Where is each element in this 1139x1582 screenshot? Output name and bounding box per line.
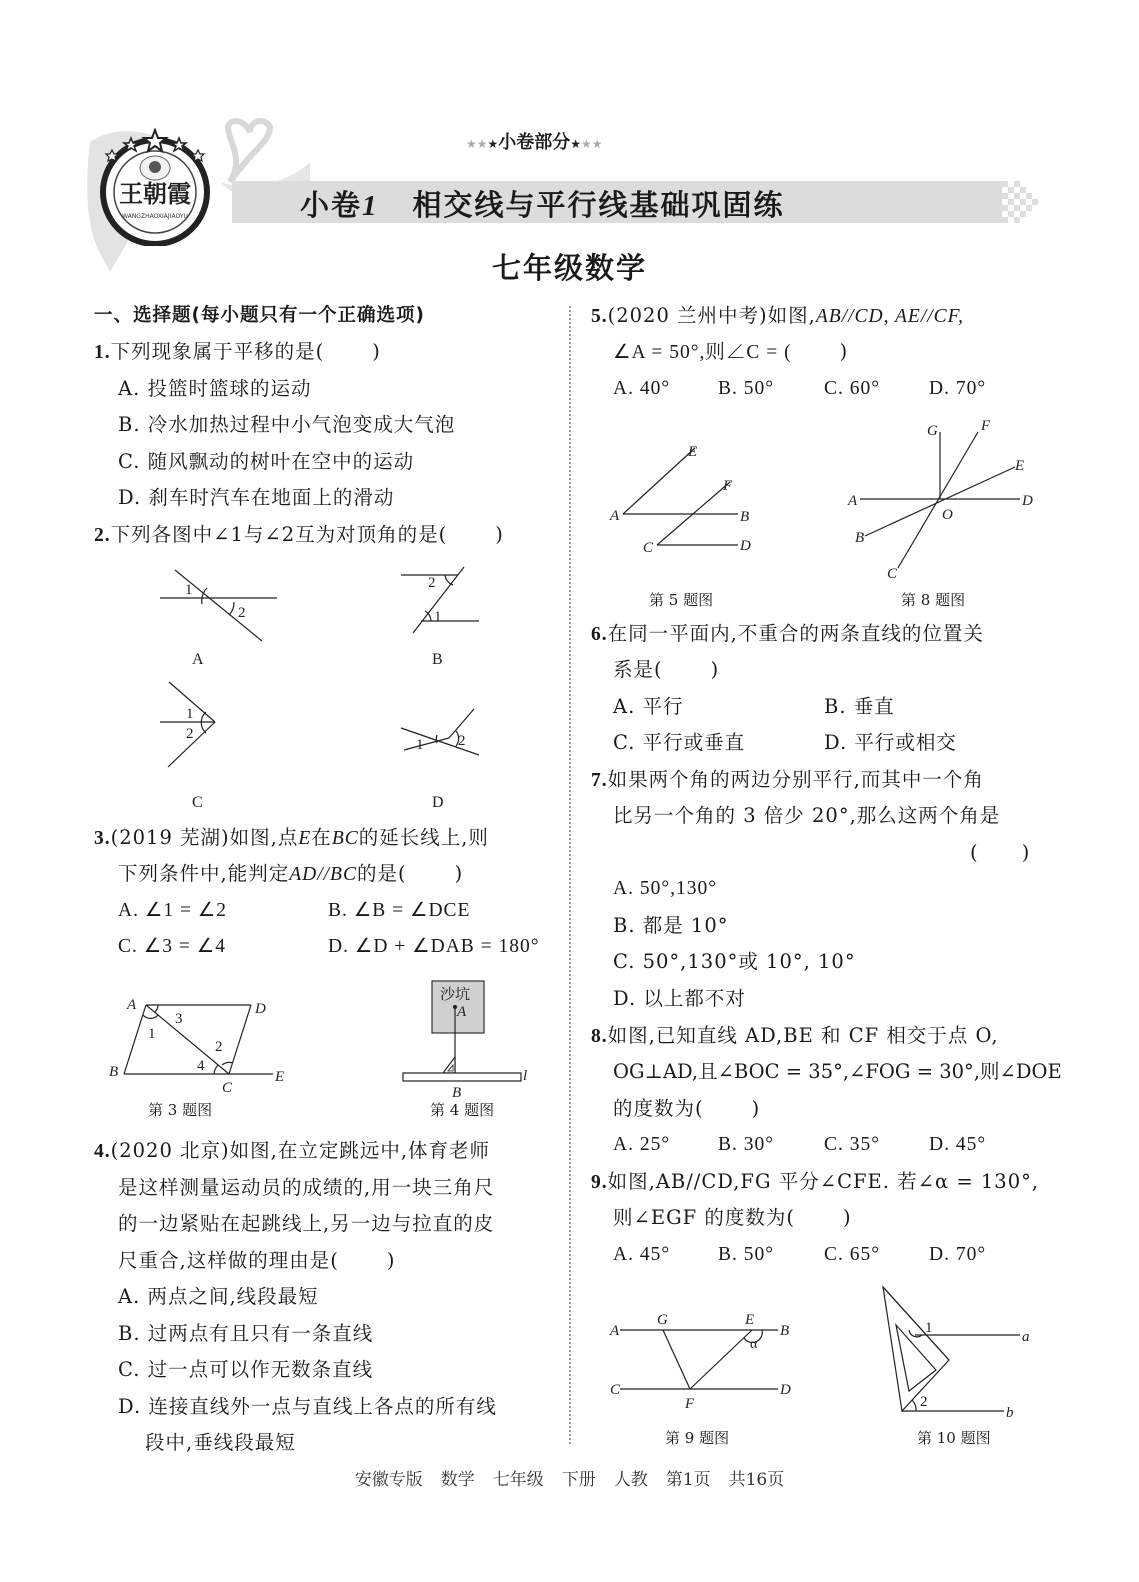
- question-7-paren: ( ): [970, 841, 1031, 864]
- stem-text: 在同一平面内,不重合的两条直线的位置关: [607, 622, 984, 645]
- q5-option-c: C. 60°: [824, 378, 881, 399]
- stem-text: 系是(: [613, 658, 663, 681]
- checker-decoration: [1002, 181, 1042, 223]
- point-label: E: [745, 1312, 755, 1328]
- star-icon: ★: [570, 137, 582, 151]
- angle-label: 2: [458, 733, 466, 749]
- stem-text: 的是(: [356, 862, 407, 885]
- q2-figure-d: [401, 709, 479, 811]
- paren-close: ): [710, 658, 720, 681]
- star-icon: ★★: [581, 137, 603, 151]
- angle-label: α: [750, 1337, 758, 1352]
- point-label: B: [740, 509, 750, 525]
- brand-logo: [98, 128, 212, 246]
- page-footer: [0, 1465, 1139, 1490]
- point-label: D: [1022, 493, 1033, 509]
- question-8-line1: [591, 1023, 999, 1050]
- page-title: [300, 183, 785, 224]
- q9-option-a: A. 45°: [613, 1244, 671, 1265]
- section-tag-text: 小卷部分: [498, 132, 571, 153]
- question-number: 3.: [94, 828, 111, 849]
- q9-option-d: D. 70°: [929, 1244, 987, 1265]
- angle-label: 3: [175, 1011, 183, 1027]
- paren-close: ): [386, 1249, 396, 1272]
- question-7-line1: [591, 767, 984, 794]
- q6-option-b: B. 垂直: [824, 695, 895, 718]
- section-tag: [466, 128, 603, 154]
- q5-figure-caption: 第 5 题图: [649, 591, 714, 609]
- point-label: B: [780, 1323, 790, 1339]
- point-label: G: [927, 423, 938, 439]
- footer-edition: 安徽专版: [354, 1470, 423, 1490]
- q7-option-b: B. 都是 10°: [613, 914, 729, 937]
- q1-option-d: D. 刹车时汽车在地面上的滑动: [118, 486, 395, 509]
- point-label: F: [981, 418, 991, 434]
- stem-text: (2020 兰州中考)如图,: [607, 304, 816, 327]
- angle-label: 1: [416, 737, 424, 753]
- stem-text: 则∠EGF 的度数为(: [613, 1206, 795, 1229]
- stem-text: 下列各图中∠1与∠2互为对顶角的是(: [110, 523, 448, 546]
- question-number: 6.: [591, 624, 608, 645]
- q8-option-a: A. 25°: [613, 1134, 671, 1155]
- angle-label: 2: [186, 726, 194, 742]
- q3-option-a: A. ∠1 = ∠2: [118, 900, 228, 921]
- question-number: 7.: [591, 770, 608, 791]
- point-label: B: [855, 530, 865, 546]
- title-prefix: 小卷: [300, 188, 363, 222]
- title-number: 1: [362, 190, 379, 222]
- q8-option-c: C. 35°: [824, 1134, 881, 1155]
- point-label: B: [452, 1085, 462, 1101]
- paren-close: ): [751, 1097, 761, 1120]
- figure-label: A: [192, 651, 204, 668]
- q4-figure-caption: 第 4 题图: [430, 1101, 495, 1119]
- angle-label: 2: [428, 575, 436, 591]
- stem-text: 下列条件中,能判定: [118, 862, 290, 885]
- question-3-line1: [94, 825, 489, 852]
- footer-total-pages: 共16页: [728, 1470, 785, 1490]
- footer-subject: 数学: [440, 1470, 475, 1490]
- footer-page-number: 第1页: [665, 1470, 711, 1490]
- point-label: G: [657, 1312, 668, 1328]
- q7-option-d: D. 以上都不对: [613, 987, 746, 1010]
- angle-label: 1: [434, 609, 442, 625]
- q7-option-a: A. 50°,130°: [613, 878, 718, 899]
- line-label: a: [1022, 1329, 1030, 1345]
- sandpit-label: 沙坑: [440, 985, 471, 1003]
- point-label: O: [942, 507, 953, 523]
- question-9-line1: [591, 1169, 1039, 1196]
- question-8-line3: [613, 1096, 760, 1122]
- star-icon: ★★: [466, 137, 488, 151]
- stem-text: ∠A = 50°,则∠C = (: [613, 342, 792, 363]
- angle-label: 4: [197, 1058, 205, 1074]
- math-var: E: [298, 828, 312, 849]
- angle-label: 1: [186, 706, 194, 722]
- question-4-line4: [118, 1248, 395, 1274]
- q6-option-c: C. 平行或垂直: [613, 731, 746, 754]
- question-2-stem: [94, 522, 504, 549]
- q9-option-b: B. 50°: [718, 1244, 775, 1265]
- point-label: E: [688, 444, 698, 460]
- logo-text: 王朝霞: [119, 179, 191, 208]
- question-8-line2: OG⊥AD,且∠BOC = 35°,∠FOG = 30°,则∠DOE: [613, 1060, 1062, 1083]
- angle-label: 2: [215, 1039, 223, 1055]
- subject-title: 七年级数学: [491, 251, 647, 285]
- q9-figure: [600, 1300, 800, 1430]
- stem-text: 的度数为(: [613, 1097, 704, 1120]
- question-4-line2: 是这样测量运动员的成绩的,用一块三角尺: [118, 1176, 495, 1199]
- point-label: A: [127, 997, 137, 1013]
- stem-text: (2020 北京)如图,在立定跳远中,体育老师: [110, 1139, 491, 1162]
- question-4-line3: 的一边紧贴在起跳线上,另一边与拉直的皮: [118, 1212, 495, 1235]
- math-expr: AB//CD, AE//CF,: [815, 306, 964, 327]
- paren-close: ): [839, 340, 849, 363]
- paren-close: ): [843, 1206, 852, 1229]
- q2-figure-c: [160, 682, 215, 811]
- q5-option-d: D. 70°: [929, 378, 987, 399]
- question-9-line2: [613, 1205, 852, 1231]
- footer-volume: 下册: [561, 1470, 596, 1490]
- math-var: BC: [331, 828, 359, 849]
- paren-close: ): [495, 523, 504, 546]
- q4-option-d: D. 连接直线外一点与直线上各点的所有线: [118, 1395, 497, 1418]
- q5-figure: [600, 430, 780, 560]
- q8-option-b: B. 30°: [718, 1134, 775, 1155]
- q4-option-c: C. 过一点可以作无数条直线: [118, 1358, 374, 1381]
- q8-figure-caption: 第 8 题图: [901, 591, 966, 609]
- q1-option-b: B. 冷水加热过程中小气泡变成大气泡: [118, 413, 456, 436]
- title-text: 相交线与平行线基础巩固练: [412, 188, 785, 222]
- point-label: B: [109, 1064, 119, 1080]
- question-5-line2: [613, 339, 848, 366]
- question-number: 5.: [591, 306, 608, 327]
- line-label: b: [1006, 1405, 1014, 1420]
- paren-close: ): [372, 340, 381, 363]
- point-label: E: [275, 1069, 285, 1085]
- q8-option-d: D. 45°: [929, 1134, 987, 1155]
- question-5-line1: [591, 303, 964, 330]
- q4-option-a: A. 两点之间,线段最短: [118, 1285, 319, 1308]
- question-number: 1.: [94, 342, 111, 363]
- point-label: l: [523, 1068, 528, 1084]
- stem-text: 下列现象属于平移的是(: [110, 340, 325, 363]
- point-label: F: [685, 1396, 695, 1412]
- q8-figure: [840, 410, 1040, 580]
- stem-text: 在: [311, 826, 332, 849]
- q7-option-c: C. 50°,130°或 10°, 10°: [613, 950, 856, 973]
- point-label: F: [723, 478, 733, 494]
- math-expr: AD//BC: [289, 864, 357, 885]
- q3-figure-caption: 第 3 题图: [148, 1101, 213, 1119]
- stem-text: 的延长线上,则: [358, 826, 489, 849]
- figure-label: C: [192, 794, 203, 811]
- q10-figure-caption: 第 10 题图: [917, 1429, 991, 1447]
- stem-text: 如果两个角的两边分别平行,而其中一个角: [607, 768, 984, 791]
- angle-label: 2: [920, 1394, 928, 1410]
- point-label: C: [643, 540, 654, 556]
- q9-option-c: C. 65°: [824, 1244, 881, 1265]
- footer-publisher: 人教: [613, 1470, 648, 1490]
- stem-text: 如图,已知直线 AD,BE 和 CF 相交于点 O,: [607, 1024, 999, 1047]
- question-number: 8.: [591, 1026, 608, 1047]
- point-label: D: [780, 1382, 791, 1398]
- q3-option-c: C. ∠3 = ∠4: [118, 936, 226, 957]
- stem-text: 尺重合,这样做的理由是(: [118, 1249, 339, 1272]
- stem-text: (2019 芜湖)如图,点: [110, 826, 299, 849]
- point-label: C: [222, 1080, 233, 1096]
- point-label: A: [848, 493, 858, 509]
- question-number: 4.: [94, 1141, 111, 1162]
- question-6-line1: [591, 621, 984, 648]
- star-icon: ★: [487, 137, 499, 151]
- question-3-line2: [118, 861, 463, 888]
- q9-figure-caption: 第 9 题图: [665, 1429, 730, 1447]
- q3-option-d: D. ∠D + ∠DAB = 180°: [328, 936, 540, 957]
- q1-option-a: A. 投篮时篮球的运动: [118, 377, 312, 400]
- figure-label: B: [432, 651, 443, 668]
- q2-figure-a: [160, 570, 277, 668]
- q5-option-b: B. 50°: [718, 378, 775, 399]
- paren-close: ): [454, 862, 464, 885]
- point-label: A: [457, 1004, 467, 1020]
- q6-option-d: D. 平行或相交: [824, 731, 957, 754]
- q2-figure-b: [401, 567, 479, 668]
- point-label: C: [610, 1382, 621, 1398]
- question-4-line1: [94, 1138, 490, 1165]
- point-label: E: [1015, 458, 1025, 474]
- question-number: 2.: [94, 525, 111, 546]
- q1-option-c: C. 随风飘动的树叶在空中的运动: [118, 450, 415, 473]
- question-number: 9.: [591, 1172, 608, 1193]
- point-label: C: [887, 566, 898, 580]
- point-label: A: [610, 508, 620, 524]
- point-label: D: [255, 1001, 266, 1017]
- q3-option-b: B. ∠B = ∠DCE: [328, 900, 471, 921]
- section-heading: 一、选择题(每小题只有一个正确选项): [94, 305, 425, 326]
- question-1-stem: [94, 339, 381, 366]
- q6-option-a: A. 平行: [613, 695, 684, 718]
- q4-option-b: B. 过两点有且只有一条直线: [118, 1322, 374, 1345]
- figure-label: D: [432, 794, 444, 811]
- logo-ring-text: WANGZHAOXIAJIAOYU: [122, 213, 188, 220]
- stem-text: 如图,AB//CD,FG 平分∠CFE. 若∠α = 130°,: [607, 1170, 1040, 1193]
- angle-label: 1: [148, 1026, 156, 1042]
- angle-label: 1: [925, 1320, 933, 1336]
- angle-label: 1: [185, 582, 193, 598]
- q5-option-a: A. 40°: [613, 378, 671, 399]
- angle-label: 2: [238, 605, 246, 621]
- point-label: D: [740, 538, 751, 554]
- question-6-line2: [613, 657, 719, 683]
- q2-figures: [140, 555, 520, 815]
- point-label: A: [610, 1323, 620, 1339]
- footer-grade: 七年级: [492, 1470, 544, 1490]
- q10-figure: [870, 1280, 1050, 1420]
- column-divider: [569, 306, 571, 1444]
- q4-option-d-cont: 段中,垂线段最短: [145, 1431, 296, 1454]
- question-7-line2: 比另一个角的 3 倍少 20°,那么这两个角是: [613, 804, 1001, 827]
